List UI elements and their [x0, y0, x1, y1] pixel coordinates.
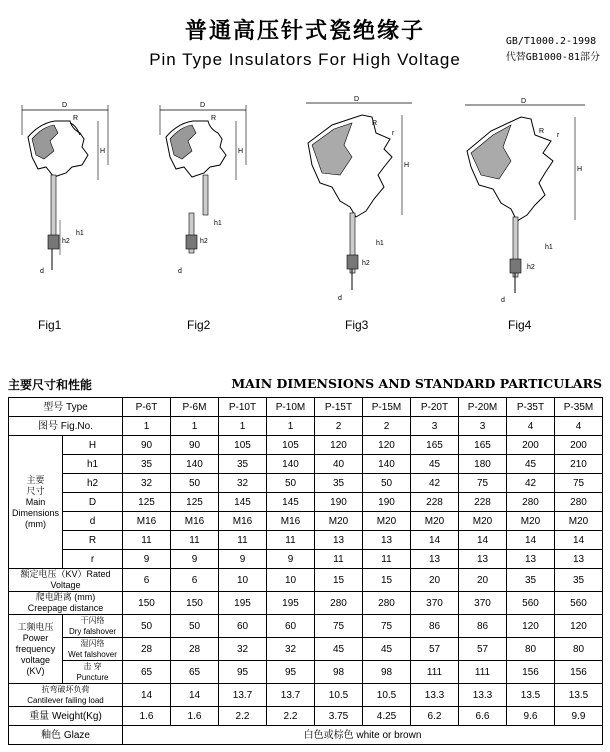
value-cell: M20 — [507, 512, 555, 531]
value-cell: 75 — [363, 615, 411, 638]
value-cell: 9.9 — [555, 707, 603, 726]
value-cell: 9 — [171, 550, 219, 569]
value-cell: 4 — [555, 417, 603, 436]
value-cell: 65 — [123, 661, 171, 684]
value-cell: 28 — [123, 638, 171, 661]
value-cell: M20 — [459, 512, 507, 531]
power-frequency-row — [9, 661, 603, 684]
value-cell: 105 — [219, 436, 267, 455]
value-cell: 560 — [507, 592, 555, 615]
value-cell: 35 — [507, 569, 555, 592]
value-cell: 75 — [459, 474, 507, 493]
value-cell: 45 — [411, 455, 459, 474]
dim-h-label: H — [577, 166, 583, 173]
dim-r-label: R — [539, 128, 545, 135]
value-cell: 32 — [219, 638, 267, 661]
value-cell: 13 — [507, 550, 555, 569]
value-cell: 2.2 — [267, 707, 315, 726]
value-cell: 50 — [171, 474, 219, 493]
value-cell: 35 — [219, 455, 267, 474]
value-cell: 2 — [315, 417, 363, 436]
dimension-label: H — [63, 436, 123, 455]
value-cell: 11 — [267, 531, 315, 550]
value-cell: 20 — [411, 569, 459, 592]
value-cell: 180 — [459, 455, 507, 474]
fig-row — [9, 417, 603, 436]
dimension-label: d — [63, 512, 123, 531]
value-cell: 60 — [219, 615, 267, 638]
dimensions-group-label: 主要 尺寸 Main Dimensions (mm) — [9, 436, 63, 569]
dimension-label: h2 — [63, 474, 123, 493]
power-frequency-row — [9, 615, 603, 638]
dim-d-label: D — [521, 98, 527, 105]
value-cell: 1 — [123, 417, 171, 436]
value-cell: 145 — [219, 493, 267, 512]
value-cell: 32 — [267, 638, 315, 661]
type-cell: P-6T — [123, 398, 171, 417]
value-cell: 140 — [267, 455, 315, 474]
value-cell: M20 — [363, 512, 411, 531]
value-cell: 3 — [411, 417, 459, 436]
power-frequency-label: 湿闪络 Wet falshover — [63, 638, 123, 661]
type-cell: P-15T — [315, 398, 363, 417]
dimension-row — [9, 474, 603, 493]
value-cell: 2.2 — [219, 707, 267, 726]
value-cell: 140 — [363, 455, 411, 474]
value-cell: 45 — [315, 638, 363, 661]
value-cell: M20 — [411, 512, 459, 531]
value-cell: 11 — [171, 531, 219, 550]
value-cell: 3.75 — [315, 707, 363, 726]
value-cell: 6.2 — [411, 707, 459, 726]
dimension-row — [9, 531, 603, 550]
power-frequency-label: 击 穿 Puncture — [63, 661, 123, 684]
dimension-row — [9, 455, 603, 474]
value-cell: M16 — [123, 512, 171, 531]
dim-r-label: R — [211, 115, 217, 122]
value-cell: 228 — [411, 493, 459, 512]
specifications-table — [8, 397, 603, 745]
dim-small-r-label: r — [392, 130, 395, 137]
value-cell: 35 — [555, 569, 603, 592]
value-cell: 11 — [219, 531, 267, 550]
type-cell: P-6M — [171, 398, 219, 417]
value-cell: 9.6 — [507, 707, 555, 726]
weight-label: 重量 Weight(Kg) — [9, 707, 123, 726]
value-cell: 57 — [411, 638, 459, 661]
value-cell: 75 — [315, 615, 363, 638]
value-cell: 95 — [219, 661, 267, 684]
dim-d-label: D — [354, 96, 360, 103]
value-cell: 111 — [411, 661, 459, 684]
dim-h1-label: h1 — [76, 230, 84, 237]
value-cell: 190 — [315, 493, 363, 512]
value-cell: 32 — [123, 474, 171, 493]
standard-code: GB/T1000.2-1998 — [505, 36, 597, 47]
value-cell: 50 — [363, 474, 411, 493]
figure-2-drawing — [148, 95, 258, 310]
value-cell: 4 — [507, 417, 555, 436]
value-cell: 280 — [315, 592, 363, 615]
dimension-label: r — [63, 550, 123, 569]
value-cell: 32 — [219, 474, 267, 493]
value-cell: 10.5 — [363, 684, 411, 707]
dim-small-d-label: d — [178, 268, 182, 275]
value-cell: 1.6 — [171, 707, 219, 726]
value-cell: 156 — [555, 661, 603, 684]
value-cell: 10 — [267, 569, 315, 592]
value-cell: 95 — [267, 661, 315, 684]
figure-2-label: Fig2 — [187, 318, 211, 332]
standard-replaces: 代替GB1000-81部分 — [505, 52, 600, 63]
figure-3-label: Fig3 — [345, 318, 369, 332]
cantilever-label: 抗弯破坏负荷 Cantilever failing load — [9, 684, 123, 707]
value-cell: 4.25 — [363, 707, 411, 726]
dim-h2-label: h2 — [362, 260, 370, 267]
value-cell: 15 — [315, 569, 363, 592]
value-cell: 9 — [219, 550, 267, 569]
dim-h2-label: h2 — [527, 264, 535, 271]
dim-r-label: R — [73, 115, 79, 122]
value-cell: 45 — [507, 455, 555, 474]
value-cell: 80 — [507, 638, 555, 661]
type-cell: P-35M — [555, 398, 603, 417]
figure-1-drawing — [10, 95, 120, 310]
value-cell: 120 — [363, 436, 411, 455]
value-cell: M16 — [219, 512, 267, 531]
value-cell: 90 — [123, 436, 171, 455]
fig-header: 图号 Fig.No. — [9, 417, 123, 436]
dim-h-label: H — [238, 148, 244, 155]
value-cell: 9 — [267, 550, 315, 569]
glaze-value: 白色或棕色 white or brown — [123, 726, 603, 745]
dimension-row — [9, 550, 603, 569]
value-cell: 6 — [123, 569, 171, 592]
standard-note — [506, 34, 600, 66]
value-cell: 13 — [363, 531, 411, 550]
dimension-row — [9, 493, 603, 512]
rated-voltage-row — [9, 569, 603, 592]
value-cell: 13 — [411, 550, 459, 569]
dim-h-label: H — [100, 148, 106, 155]
dimension-row — [9, 512, 603, 531]
glaze-row — [9, 726, 603, 745]
type-row — [9, 398, 603, 417]
value-cell: 80 — [555, 638, 603, 661]
value-cell: 156 — [507, 661, 555, 684]
value-cell: 165 — [459, 436, 507, 455]
value-cell: 150 — [123, 592, 171, 615]
value-cell: 13.5 — [507, 684, 555, 707]
value-cell: 140 — [171, 455, 219, 474]
value-cell: 86 — [411, 615, 459, 638]
dim-h1-label: h1 — [214, 220, 222, 227]
value-cell: 10 — [219, 569, 267, 592]
value-cell: 120 — [507, 615, 555, 638]
value-cell: 195 — [267, 592, 315, 615]
value-cell: 200 — [555, 436, 603, 455]
section-title-en: MAIN DIMENSIONS AND STANDARD PARTICULARS — [231, 376, 602, 391]
value-cell: 14 — [555, 531, 603, 550]
value-cell: 105 — [267, 436, 315, 455]
value-cell: 1.6 — [123, 707, 171, 726]
value-cell: 195 — [219, 592, 267, 615]
value-cell: 150 — [171, 592, 219, 615]
glaze-label: 釉色 Glaze — [9, 726, 123, 745]
page-title-cn: 普通高压针式瓷绝缘子 — [184, 19, 425, 44]
value-cell: 2 — [363, 417, 411, 436]
type-cell: P-20T — [411, 398, 459, 417]
value-cell: 200 — [507, 436, 555, 455]
value-cell: 60 — [267, 615, 315, 638]
dim-small-d-label: d — [40, 268, 44, 275]
value-cell: 10.5 — [315, 684, 363, 707]
value-cell: 13.7 — [267, 684, 315, 707]
value-cell: 14 — [171, 684, 219, 707]
dim-small-d-label: d — [338, 295, 342, 302]
type-cell: P-20M — [459, 398, 507, 417]
value-cell: 90 — [171, 436, 219, 455]
figure-1-label: Fig1 — [38, 318, 62, 332]
value-cell: 13.7 — [219, 684, 267, 707]
value-cell: 1 — [219, 417, 267, 436]
dimension-label: D — [63, 493, 123, 512]
value-cell: 40 — [315, 455, 363, 474]
dimension-label: h1 — [63, 455, 123, 474]
value-cell: 228 — [459, 493, 507, 512]
value-cell: 13.5 — [555, 684, 603, 707]
type-cell: P-15M — [363, 398, 411, 417]
value-cell: 13.3 — [459, 684, 507, 707]
value-cell: 42 — [507, 474, 555, 493]
value-cell: 14 — [123, 684, 171, 707]
type-cell: P-10T — [219, 398, 267, 417]
value-cell: 98 — [315, 661, 363, 684]
value-cell: 20 — [459, 569, 507, 592]
value-cell: 120 — [555, 615, 603, 638]
figure-4-label: Fig4 — [508, 318, 532, 332]
creepage-label: 爬电距离 (mm) Creepage distance — [9, 592, 123, 615]
value-cell: 86 — [459, 615, 507, 638]
value-cell: M20 — [555, 512, 603, 531]
dim-h1-label: h1 — [545, 244, 553, 251]
dim-r-label: R — [372, 120, 378, 127]
cantilever-row — [9, 684, 603, 707]
value-cell: 98 — [363, 661, 411, 684]
value-cell: 14 — [507, 531, 555, 550]
weight-row — [9, 707, 603, 726]
dim-d-label: D — [200, 102, 206, 109]
value-cell: 165 — [411, 436, 459, 455]
section-title-cn: 主要尺寸和性能 — [8, 378, 93, 392]
figure-4-drawing — [455, 95, 600, 310]
dim-d-label: D — [62, 102, 68, 109]
value-cell: 11 — [363, 550, 411, 569]
power-frequency-label: 干闪络 Dry falshover — [63, 615, 123, 638]
value-cell: 11 — [123, 531, 171, 550]
value-cell: 50 — [123, 615, 171, 638]
value-cell: 50 — [267, 474, 315, 493]
value-cell: 125 — [123, 493, 171, 512]
rated-voltage-label: 额定电压（KV）Rated Voltage — [9, 569, 123, 592]
value-cell: 280 — [363, 592, 411, 615]
value-cell: 50 — [171, 615, 219, 638]
value-cell: 13 — [459, 550, 507, 569]
dimension-label: R — [63, 531, 123, 550]
value-cell: 190 — [363, 493, 411, 512]
dimension-row — [9, 436, 603, 455]
value-cell: 14 — [459, 531, 507, 550]
dim-h2-label: h2 — [62, 238, 70, 245]
power-frequency-row — [9, 638, 603, 661]
creepage-row — [9, 592, 603, 615]
value-cell: 280 — [555, 493, 603, 512]
value-cell: 45 — [363, 638, 411, 661]
value-cell: 1 — [267, 417, 315, 436]
value-cell: 15 — [363, 569, 411, 592]
value-cell: 13 — [555, 550, 603, 569]
value-cell: 111 — [459, 661, 507, 684]
value-cell: M20 — [315, 512, 363, 531]
value-cell: 210 — [555, 455, 603, 474]
value-cell: 280 — [507, 493, 555, 512]
dim-small-d-label: d — [501, 297, 505, 304]
value-cell: 13.3 — [411, 684, 459, 707]
value-cell: 42 — [411, 474, 459, 493]
value-cell: 65 — [171, 661, 219, 684]
figure-3-drawing — [292, 95, 422, 310]
page-title-en: Pin Type Insulators For High Voltage — [149, 50, 461, 69]
value-cell: 11 — [315, 550, 363, 569]
dim-h2-label: h2 — [200, 238, 208, 245]
value-cell: M16 — [267, 512, 315, 531]
value-cell: 6 — [171, 569, 219, 592]
value-cell: 14 — [411, 531, 459, 550]
dim-h-label: H — [404, 162, 410, 169]
value-cell: 75 — [555, 474, 603, 493]
value-cell: 35 — [315, 474, 363, 493]
dim-h1-label: h1 — [376, 240, 384, 247]
type-cell: P-35T — [507, 398, 555, 417]
value-cell: 6.6 — [459, 707, 507, 726]
dim-small-r-label: r — [557, 132, 560, 139]
value-cell: 28 — [171, 638, 219, 661]
value-cell: 3 — [459, 417, 507, 436]
value-cell: 120 — [315, 436, 363, 455]
type-cell: P-10M — [267, 398, 315, 417]
power-frequency-group-label: 工频电压 Power frequency voltage (KV) — [9, 615, 63, 684]
value-cell: 560 — [555, 592, 603, 615]
value-cell: 370 — [459, 592, 507, 615]
value-cell: 9 — [123, 550, 171, 569]
type-header: 型号 Type — [9, 398, 123, 417]
value-cell: 57 — [459, 638, 507, 661]
value-cell: 370 — [411, 592, 459, 615]
value-cell: 13 — [315, 531, 363, 550]
value-cell: 35 — [123, 455, 171, 474]
value-cell: 1 — [171, 417, 219, 436]
value-cell: 125 — [171, 493, 219, 512]
value-cell: 145 — [267, 493, 315, 512]
value-cell: M16 — [171, 512, 219, 531]
